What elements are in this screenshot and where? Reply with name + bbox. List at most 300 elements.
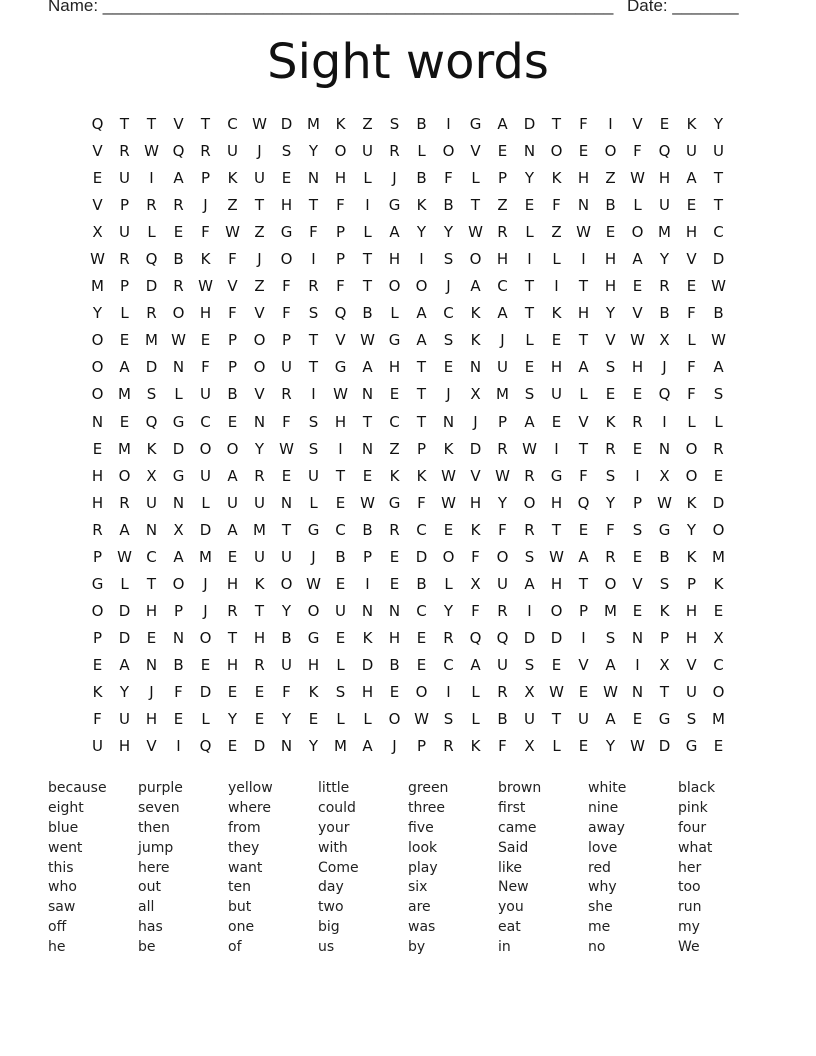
grid-letter: G bbox=[658, 520, 671, 539]
grid-letter: D bbox=[550, 628, 563, 647]
word-bank-item: two bbox=[318, 899, 344, 916]
grid-letter: N bbox=[145, 520, 158, 539]
grid-letter: F bbox=[174, 682, 183, 701]
grid-letter: R bbox=[92, 520, 103, 539]
grid-letter: O bbox=[523, 493, 536, 512]
grid-letter: H bbox=[361, 682, 374, 701]
grid-letter: V bbox=[632, 304, 643, 323]
grid-letter: L bbox=[417, 142, 426, 161]
grid-letter: E bbox=[281, 466, 292, 485]
grid-letter: J bbox=[662, 358, 667, 377]
grid-letter: X bbox=[659, 655, 670, 674]
grid-letter: W bbox=[657, 493, 672, 512]
grid-letter: G bbox=[658, 710, 671, 729]
grid-letter: D bbox=[712, 250, 725, 269]
grid-letter: F bbox=[336, 196, 345, 215]
grid-letter: R bbox=[173, 196, 184, 215]
grid-letter: Q bbox=[658, 385, 671, 404]
grid-letter: V bbox=[578, 655, 589, 674]
grid-letter: R bbox=[443, 628, 454, 647]
grid-letter: A bbox=[362, 737, 373, 756]
grid-letter: D bbox=[523, 115, 536, 133]
grid-letter: A bbox=[119, 520, 130, 539]
grid-letter: M bbox=[307, 115, 320, 133]
grid-letter: U bbox=[254, 169, 265, 188]
grid-letter: U bbox=[497, 655, 508, 674]
word-bank-item: me bbox=[588, 919, 611, 936]
grid-letter: G bbox=[172, 412, 185, 431]
word-bank-item: because bbox=[48, 780, 107, 796]
grid-letter: O bbox=[685, 466, 698, 485]
grid-letter: U bbox=[119, 169, 130, 188]
word-search-grid bbox=[84, 113, 732, 762]
grid-letter: O bbox=[712, 682, 725, 701]
grid-letter: F bbox=[282, 682, 291, 701]
grid-letter: I bbox=[311, 385, 316, 404]
grid-letter: H bbox=[145, 710, 158, 729]
grid-letter: O bbox=[199, 439, 212, 458]
grid-letter: E bbox=[389, 682, 400, 701]
grid-letter: T bbox=[578, 439, 589, 458]
grid-letter: R bbox=[497, 439, 508, 458]
grid-letter: T bbox=[551, 710, 562, 729]
grid-letter: I bbox=[446, 115, 451, 133]
word-bank-item: then bbox=[138, 819, 170, 836]
grid-letter: I bbox=[581, 250, 586, 269]
grid-letter: A bbox=[524, 574, 535, 593]
grid-letter: Y bbox=[254, 439, 265, 458]
grid-letter: E bbox=[632, 710, 643, 729]
grid-letter: E bbox=[686, 277, 697, 296]
grid-letter: G bbox=[334, 358, 347, 377]
grid-letter: K bbox=[470, 331, 481, 350]
grid-letter: L bbox=[687, 331, 696, 350]
grid-letter: A bbox=[119, 655, 130, 674]
grid-letter: L bbox=[471, 710, 480, 729]
grid-letter: J bbox=[473, 412, 478, 431]
grid-letter: E bbox=[92, 439, 103, 458]
word-bank-item: brown bbox=[498, 780, 542, 796]
grid-letter: H bbox=[388, 250, 401, 269]
grid-letter: T bbox=[227, 628, 238, 647]
grid-letter: J bbox=[446, 277, 451, 296]
grid-letter: S bbox=[281, 142, 292, 161]
grid-letter: D bbox=[118, 628, 131, 647]
grid-letter: W bbox=[576, 223, 591, 242]
grid-letter: A bbox=[119, 358, 130, 377]
grid-letter: P bbox=[227, 331, 238, 350]
grid-letter: K bbox=[470, 304, 481, 323]
grid-letter: R bbox=[281, 385, 292, 404]
grid-letter: B bbox=[416, 574, 427, 593]
grid-letter: H bbox=[685, 223, 698, 242]
grid-letter: R bbox=[254, 655, 265, 674]
grid-letter: X bbox=[659, 331, 670, 350]
grid-letter: U bbox=[254, 547, 265, 566]
grid-letter: F bbox=[309, 223, 318, 242]
grid-letter: H bbox=[118, 737, 131, 756]
grid-letter: D bbox=[253, 737, 266, 756]
word-bank-item: first bbox=[498, 799, 526, 816]
grid-letter: E bbox=[578, 737, 589, 756]
grid-letter: I bbox=[527, 250, 532, 269]
grid-letter: I bbox=[419, 250, 424, 269]
grid-letter: H bbox=[253, 628, 266, 647]
grid-letter: S bbox=[389, 115, 400, 133]
grid-letter: I bbox=[527, 601, 532, 620]
grid-letter: N bbox=[577, 196, 590, 215]
grid-letter: I bbox=[608, 115, 613, 133]
grid-letter: F bbox=[687, 358, 696, 377]
grid-letter: I bbox=[635, 466, 640, 485]
grid-letter: W bbox=[441, 493, 456, 512]
grid-letter: E bbox=[713, 466, 724, 485]
word-bank-item: five bbox=[408, 819, 434, 836]
grid-letter: V bbox=[470, 466, 481, 485]
grid-letter: K bbox=[389, 466, 400, 485]
grid-letter: G bbox=[469, 115, 482, 133]
word-bank-item: New bbox=[498, 879, 529, 896]
grid-letter: E bbox=[443, 520, 454, 539]
grid-letter: L bbox=[552, 250, 561, 269]
grid-letter: H bbox=[199, 304, 212, 323]
grid-letter: K bbox=[659, 601, 670, 620]
grid-letter: E bbox=[227, 547, 238, 566]
grid-letter: Z bbox=[551, 223, 562, 242]
grid-letter: S bbox=[524, 385, 535, 404]
word-bank-item: came bbox=[498, 819, 537, 836]
grid-letter: S bbox=[713, 385, 724, 404]
word-bank-item: by bbox=[408, 939, 426, 956]
grid-letter: G bbox=[172, 466, 185, 485]
grid-letter: A bbox=[362, 358, 373, 377]
grid-letter: S bbox=[308, 304, 319, 323]
grid-letter: V bbox=[632, 574, 643, 593]
grid-letter: A bbox=[227, 466, 238, 485]
grid-letter: E bbox=[632, 385, 643, 404]
grid-letter: G bbox=[91, 574, 104, 593]
grid-letter: F bbox=[228, 304, 237, 323]
word-bank-item: has bbox=[138, 919, 163, 936]
grid-letter: O bbox=[442, 142, 455, 161]
grid-letter: U bbox=[227, 493, 238, 512]
grid-letter: H bbox=[469, 493, 482, 512]
grid-letter: N bbox=[658, 439, 671, 458]
word-bank-item: white bbox=[588, 780, 627, 796]
grid-letter: E bbox=[551, 331, 562, 350]
grid-letter: O bbox=[172, 304, 185, 323]
grid-letter: K bbox=[470, 520, 481, 539]
grid-letter: B bbox=[281, 628, 292, 647]
word-bank-item: where bbox=[228, 799, 271, 816]
grid-letter: R bbox=[659, 277, 670, 296]
grid-letter: R bbox=[119, 142, 130, 161]
grid-letter: P bbox=[335, 250, 346, 269]
grid-letter: L bbox=[336, 655, 345, 674]
grid-letter: H bbox=[577, 304, 590, 323]
grid-letter: O bbox=[712, 520, 725, 539]
grid-letter: O bbox=[334, 142, 347, 161]
grid-letter: Y bbox=[281, 710, 292, 729]
grid-letter: R bbox=[308, 277, 319, 296]
grid-letter: S bbox=[605, 628, 616, 647]
grid-letter: D bbox=[280, 115, 293, 133]
grid-letter: T bbox=[470, 196, 481, 215]
grid-letter: I bbox=[554, 277, 559, 296]
grid-letter: G bbox=[307, 520, 320, 539]
grid-letter: F bbox=[498, 737, 507, 756]
grid-letter: W bbox=[495, 466, 510, 485]
grid-letter: E bbox=[227, 412, 238, 431]
grid-letter: V bbox=[686, 250, 697, 269]
grid-letter: P bbox=[173, 601, 184, 620]
grid-letter: P bbox=[497, 169, 508, 188]
grid-letter: F bbox=[579, 466, 588, 485]
grid-letter: W bbox=[333, 385, 348, 404]
word-bank-item: you bbox=[498, 899, 524, 916]
grid-letter: W bbox=[441, 466, 456, 485]
grid-letter: M bbox=[199, 547, 212, 566]
grid-letter: M bbox=[118, 385, 131, 404]
grid-letter: P bbox=[416, 737, 427, 756]
grid-letter: D bbox=[415, 547, 428, 566]
grid-letter: L bbox=[471, 682, 480, 701]
grid-letter: D bbox=[199, 520, 212, 539]
grid-letter: M bbox=[91, 277, 104, 296]
word-bank-item: with bbox=[318, 839, 348, 856]
grid-letter: X bbox=[470, 385, 481, 404]
grid-letter: F bbox=[282, 277, 291, 296]
grid-letter: O bbox=[550, 142, 563, 161]
word-bank-item: little bbox=[318, 780, 350, 796]
grid-letter: U bbox=[308, 466, 319, 485]
grid-letter: O bbox=[631, 223, 644, 242]
grid-letter: L bbox=[120, 304, 129, 323]
word-bank-item: in bbox=[498, 939, 511, 956]
grid-letter: O bbox=[91, 601, 104, 620]
grid-letter: D bbox=[199, 682, 212, 701]
grid-letter: E bbox=[632, 439, 643, 458]
word-bank-item: yellow bbox=[228, 780, 273, 796]
grid-letter: W bbox=[549, 547, 564, 566]
grid-letter: U bbox=[92, 737, 103, 756]
grid-letter: B bbox=[173, 655, 184, 674]
grid-letter: X bbox=[470, 574, 481, 593]
grid-letter: C bbox=[497, 277, 508, 296]
grid-letter: A bbox=[497, 304, 508, 323]
grid-letter: F bbox=[201, 358, 210, 377]
grid-letter: U bbox=[281, 655, 292, 674]
grid-letter: J bbox=[203, 601, 208, 620]
grid-letter: A bbox=[632, 250, 643, 269]
grid-letter: J bbox=[500, 331, 505, 350]
grid-letter: R bbox=[254, 466, 265, 485]
word-bank-item: but bbox=[228, 899, 252, 916]
grid-letter: L bbox=[579, 385, 588, 404]
grid-letter: R bbox=[146, 304, 157, 323]
grid-letter: U bbox=[362, 142, 373, 161]
grid-letter: J bbox=[149, 682, 154, 701]
grid-letter: M bbox=[145, 331, 158, 350]
grid-letter: B bbox=[713, 304, 724, 323]
grid-letter: G bbox=[550, 466, 563, 485]
grid-letter: O bbox=[172, 574, 185, 593]
grid-letter: P bbox=[578, 601, 589, 620]
word-bank-item: seven bbox=[138, 799, 180, 816]
word-bank-item: nine bbox=[588, 799, 619, 816]
grid-letter: U bbox=[686, 682, 697, 701]
grid-letter: Y bbox=[659, 250, 670, 269]
grid-letter: S bbox=[686, 710, 697, 729]
grid-letter: E bbox=[659, 115, 670, 133]
grid-letter: R bbox=[524, 520, 535, 539]
grid-letter: M bbox=[253, 520, 266, 539]
grid-letter: P bbox=[335, 223, 346, 242]
grid-letter: H bbox=[145, 601, 158, 620]
grid-letter: O bbox=[91, 331, 104, 350]
grid-letter: B bbox=[227, 385, 238, 404]
grid-letter: L bbox=[336, 710, 345, 729]
grid-letter: A bbox=[416, 304, 427, 323]
grid-letter: S bbox=[605, 358, 616, 377]
grid-letter: W bbox=[468, 223, 483, 242]
grid-letter: F bbox=[228, 250, 237, 269]
grid-letter: H bbox=[91, 466, 104, 485]
grid-letter: P bbox=[632, 493, 643, 512]
word-bank-item: was bbox=[408, 919, 436, 936]
grid-letter: R bbox=[227, 601, 238, 620]
grid-letter: T bbox=[524, 277, 535, 296]
grid-letter: E bbox=[605, 223, 616, 242]
grid-letter: U bbox=[200, 466, 211, 485]
grid-letter: V bbox=[335, 331, 346, 350]
grid-letter: S bbox=[308, 412, 319, 431]
grid-letter: E bbox=[632, 547, 643, 566]
grid-letter: E bbox=[713, 737, 724, 756]
grid-letter: K bbox=[92, 682, 103, 701]
word-bank bbox=[48, 779, 768, 958]
grid-letter: T bbox=[416, 385, 427, 404]
grid-letter: Y bbox=[308, 142, 319, 161]
grid-letter: I bbox=[365, 196, 370, 215]
grid-letter: Q bbox=[145, 250, 158, 269]
grid-letter: T bbox=[713, 196, 724, 215]
grid-letter: K bbox=[416, 466, 427, 485]
grid-letter: S bbox=[659, 574, 670, 593]
grid-letter: S bbox=[443, 250, 454, 269]
grid-letter: T bbox=[713, 169, 724, 188]
grid-letter: T bbox=[659, 682, 670, 701]
grid-letter: Y bbox=[416, 223, 427, 242]
grid-letter: E bbox=[389, 385, 400, 404]
grid-letter: D bbox=[145, 277, 158, 296]
grid-letter: K bbox=[308, 682, 319, 701]
word-bank-item: Come bbox=[318, 859, 359, 876]
grid-letter: A bbox=[605, 710, 616, 729]
word-bank-item: ten bbox=[228, 879, 251, 896]
grid-letter: I bbox=[662, 412, 667, 431]
word-bank-item: no bbox=[588, 939, 606, 956]
grid-letter: V bbox=[605, 331, 616, 350]
grid-letter: E bbox=[632, 601, 643, 620]
grid-letter: V bbox=[632, 115, 643, 133]
grid-letter: S bbox=[443, 331, 454, 350]
grid-letter: W bbox=[279, 439, 294, 458]
grid-letter: D bbox=[172, 439, 185, 458]
grid-letter: D bbox=[658, 737, 671, 756]
grid-letter: P bbox=[362, 547, 373, 566]
grid-letter: B bbox=[605, 196, 616, 215]
word-bank-item: want bbox=[228, 859, 263, 876]
grid-letter: P bbox=[92, 547, 103, 566]
grid-letter: O bbox=[91, 385, 104, 404]
grid-letter: A bbox=[227, 520, 238, 539]
grid-letter: O bbox=[604, 574, 617, 593]
grid-letter: H bbox=[631, 358, 644, 377]
word-bank-item: he bbox=[48, 939, 66, 956]
grid-letter: Y bbox=[605, 737, 616, 756]
word-bank-item: jump bbox=[138, 839, 174, 856]
grid-letter: A bbox=[605, 655, 616, 674]
grid-letter: O bbox=[388, 277, 401, 296]
word-bank-item: saw bbox=[48, 899, 76, 916]
grid-letter: L bbox=[309, 493, 318, 512]
grid-letter: O bbox=[469, 250, 482, 269]
word-bank-item: out bbox=[138, 879, 161, 896]
grid-letter: E bbox=[551, 655, 562, 674]
grid-letter: T bbox=[416, 412, 427, 431]
grid-letter: E bbox=[335, 574, 346, 593]
grid-letter: T bbox=[308, 358, 319, 377]
grid-letter: N bbox=[253, 412, 266, 431]
grid-letter: N bbox=[172, 358, 185, 377]
grid-letter: K bbox=[146, 439, 157, 458]
grid-letter: J bbox=[257, 250, 262, 269]
grid-letter: E bbox=[632, 277, 643, 296]
grid-letter: U bbox=[119, 223, 130, 242]
grid-letter: E bbox=[524, 196, 535, 215]
grid-letter: I bbox=[365, 574, 370, 593]
grid-letter: U bbox=[578, 710, 589, 729]
grid-letter: U bbox=[281, 358, 292, 377]
grid-letter: Y bbox=[686, 520, 697, 539]
grid-letter: G bbox=[388, 196, 401, 215]
grid-letter: S bbox=[524, 547, 535, 566]
word-bank-item: blue bbox=[48, 819, 79, 836]
grid-letter: P bbox=[416, 439, 427, 458]
word-bank-item: all bbox=[138, 899, 155, 916]
grid-letter: F bbox=[552, 196, 561, 215]
grid-letter: H bbox=[604, 277, 617, 296]
grid-letter: E bbox=[551, 412, 562, 431]
grid-letter: N bbox=[172, 628, 185, 647]
grid-letter: R bbox=[497, 682, 508, 701]
grid-letter: E bbox=[308, 710, 319, 729]
grid-letter: W bbox=[630, 169, 645, 188]
grid-letter: O bbox=[199, 628, 212, 647]
grid-letter: Y bbox=[605, 493, 616, 512]
grid-letter: W bbox=[252, 115, 267, 133]
word-bank-item: pink bbox=[678, 799, 708, 816]
grid-letter: G bbox=[685, 737, 698, 756]
grid-letter: F bbox=[93, 710, 102, 729]
grid-letter: V bbox=[470, 142, 481, 161]
word-bank-item: from bbox=[228, 819, 261, 836]
grid-letter: O bbox=[415, 277, 428, 296]
grid-letter: U bbox=[281, 547, 292, 566]
grid-letter: P bbox=[92, 628, 103, 647]
grid-letter: A bbox=[389, 223, 400, 242]
